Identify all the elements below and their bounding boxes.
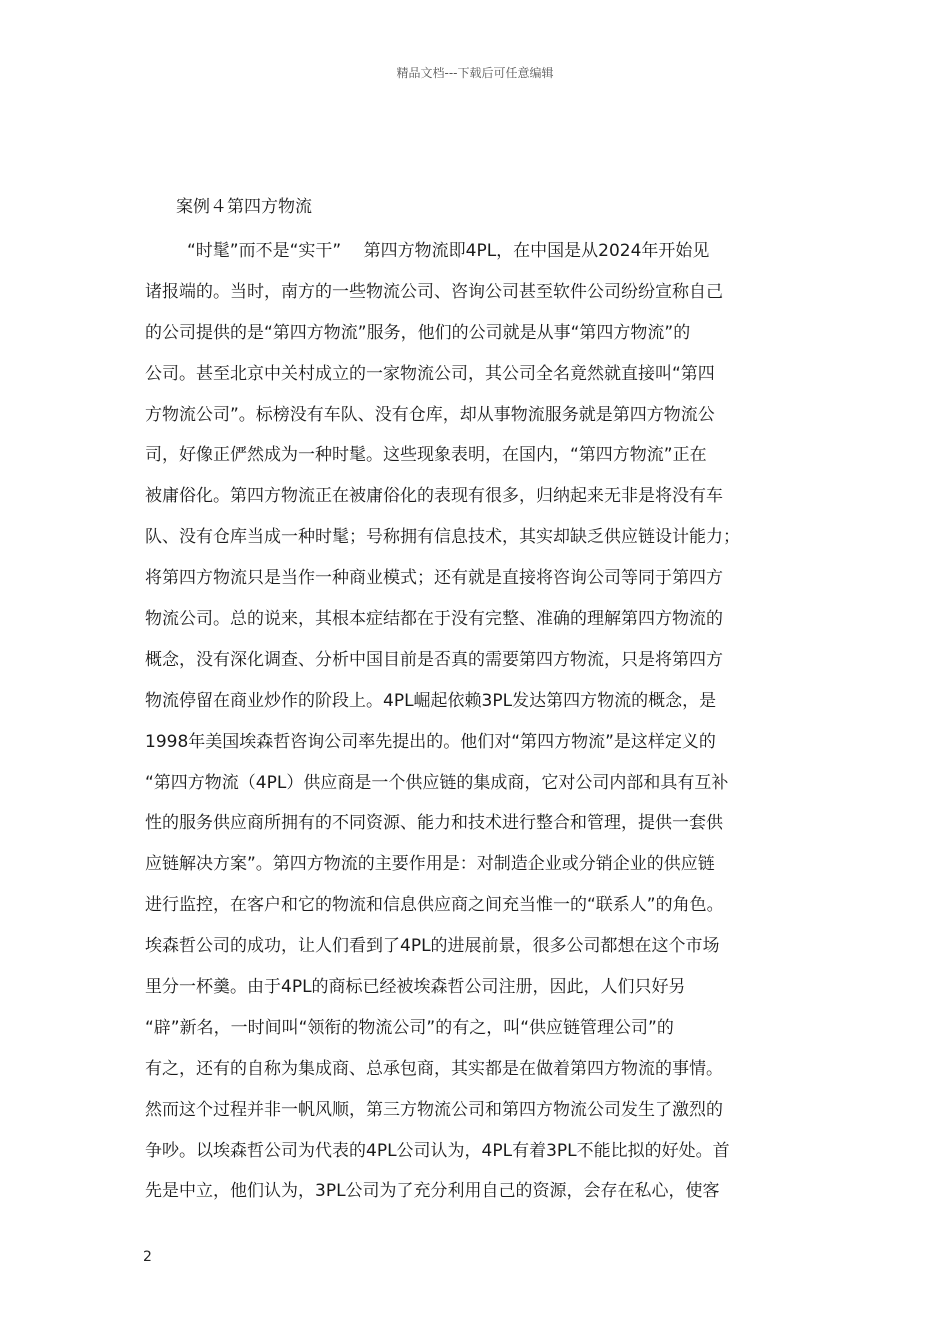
body-line: “第四方物流（4PL）供应商是一个供应链的集成商，它对公司内部和具有互补 bbox=[145, 772, 729, 793]
body-text bbox=[145, 231, 817, 1212]
body-line: 1998年美国埃森哲咨询公司率先提出的。他们对“第四方物流”是这样定义的 bbox=[145, 731, 716, 752]
body-line: 司，好像正俨然成为一种时髦。这些现象表明，在国内，“第四方物流”正在 bbox=[145, 445, 707, 466]
body-line: 然而这个过程并非一帆风顺，第三方物流公司和第四方物流公司发生了激烈的 bbox=[145, 1099, 723, 1120]
body-line: 概念，没有深化调查、分析中国目前是否真的需要第四方物流，只是将第四方 bbox=[145, 649, 723, 670]
body-line: 的公司提供的是“第四方物流”服务，他们的公司就是从事“第四方物流”的 bbox=[145, 322, 691, 343]
body-line: 先是中立，他们认为，3PL公司为了充分利用自己的资源，会存在私心，使客 bbox=[145, 1181, 720, 1202]
body-line: 物流停留在商业炒作的阶段上。4PL崛起依赖3PL发达第四方物流的概念，是 bbox=[145, 690, 717, 711]
body-line: 进行监控，在客户和它的物流和信息供应商之间充当惟一的“联系人”的角色。 bbox=[145, 895, 724, 916]
body-line: 队、没有仓库当成一种时髦；号称拥有信息技术，其实却缺乏供应链设计能力； bbox=[145, 527, 740, 548]
body-line: 有之，还有的自称为集成商、总承包商，其实都是在做着第四方物流的事情。 bbox=[145, 1058, 723, 1079]
body-line: 被庸俗化。第四方物流正在被庸俗化的表现有很多，归纳起来无非是将没有车 bbox=[145, 486, 723, 507]
body-line: 性的服务供应商所拥有的不同资源、能力和技术进行整合和管理，提供一套供 bbox=[145, 813, 723, 834]
body-line: 将第四方物流只是当作一种商业模式；还有就是直接将咨询公司等同于第四方 bbox=[145, 568, 723, 589]
page-header: 精品文档---下载后可任意编辑 bbox=[396, 66, 554, 80]
body-line: 应链解决方案”。第四方物流的主要作用是：对制造企业或分销企业的供应链 bbox=[145, 854, 715, 875]
body-line: 争吵。以埃森哲公司为代表的4PL公司认为，4PL有着3PL不能比拟的好处。首 bbox=[145, 1140, 730, 1161]
body-line: “辟”新名，一时间叫“领衔的物流公司”的有之，叫“供应链管理公司”的 bbox=[145, 1017, 674, 1038]
document-title: 案例４第四方物流 bbox=[176, 197, 312, 217]
page-number: 2 bbox=[143, 1249, 152, 1265]
body-line: 诸报端的。当时，南方的一些物流公司、咨询公司甚至软件公司纷纷宣称自己 bbox=[145, 281, 723, 302]
body-line: 公司。甚至北京中关村成立的一家物流公司，其公司全名竟然就直接叫“第四 bbox=[145, 363, 715, 384]
body-line: “时髦”而不是“实干” 第四方物流即4PL，在中国是从2024年开始见 bbox=[187, 241, 710, 261]
body-line: 物流公司。总的说来，其根本症结都在于没有完整、准确的理解第四方物流的 bbox=[145, 609, 723, 630]
body-line: 里分一杯羹。由于4PL的商标已经被埃森哲公司注册，因此，人们只好另 bbox=[145, 977, 686, 998]
body-line: 埃森哲公司的成功，让人们看到了4PL的进展前景，很多公司都想在这个市场 bbox=[145, 936, 720, 957]
body-line: 方物流公司”。标榜没有车队、没有仓库，却从事物流服务就是第四方物流公 bbox=[145, 404, 715, 425]
